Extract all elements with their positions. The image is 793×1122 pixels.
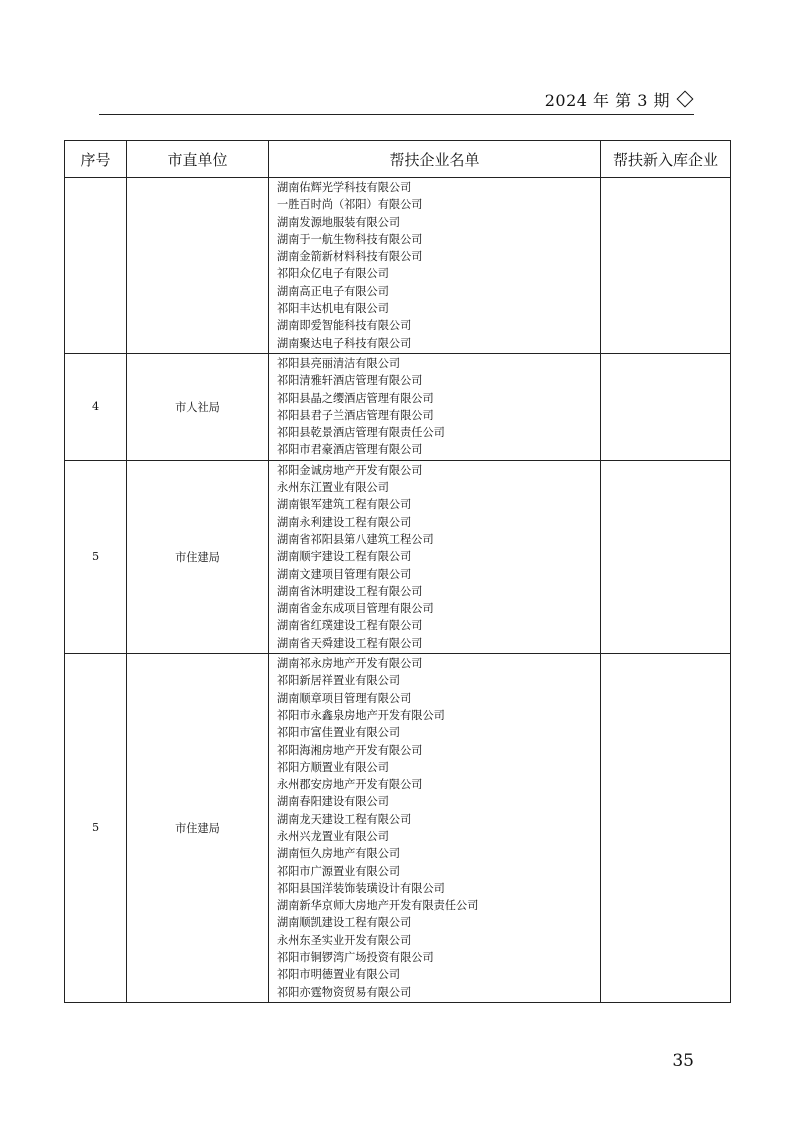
company-name: 祁阳新居祥置业有限公司 — [277, 674, 401, 688]
row-unit: 市人社局 — [127, 353, 269, 460]
company-name: 湖南文建项目管理有限公司 — [277, 567, 412, 581]
table-row — [65, 178, 731, 354]
company-name: 湖南恒久房地产有限公司 — [277, 847, 401, 861]
company-name: 湖南春阳建设有限公司 — [277, 795, 389, 809]
row-index: 4 — [65, 353, 127, 460]
company-name: 永州兴龙置业有限公司 — [277, 829, 389, 843]
page-number: 35 — [672, 1051, 694, 1071]
company-name: 永州东江置业有限公司 — [277, 481, 389, 495]
company-name: 祁阳市广源置业有限公司 — [277, 864, 401, 878]
company-name: 祁阳金诚房地产开发有限公司 — [277, 463, 423, 477]
company-name: 湖南省祁阳县第八建筑工程公司 — [277, 532, 434, 546]
company-name: 祁阳县乾景酒店管理有限责任公司 — [277, 426, 445, 440]
company-name: 湖南顺章项目管理有限公司 — [277, 691, 412, 705]
issue-label — [545, 88, 694, 111]
company-name: 祁阳县亮丽清洁有限公司 — [277, 356, 401, 370]
assistance-table — [64, 140, 731, 1003]
company-name: 祁阳亦霆物资贸易有限公司 — [277, 985, 412, 999]
row-index: 5 — [65, 654, 127, 1003]
company-name: 祁阳方顺置业有限公司 — [277, 760, 389, 774]
company-name: 湖南省沐明建设工程有限公司 — [277, 584, 423, 598]
company-name: 祁阳海湘房地产开发有限公司 — [277, 743, 423, 757]
header-rule — [99, 114, 694, 115]
row-new-companies — [601, 654, 731, 1003]
table-row — [65, 460, 731, 653]
company-name: 祁阳县君子兰酒店管理有限公司 — [277, 408, 434, 422]
column-header-companies: 帮扶企业名单 — [269, 141, 601, 178]
company-name: 湖南佑辉光学科技有限公司 — [277, 181, 412, 194]
company-name: 湖南龙天建设工程有限公司 — [277, 812, 412, 826]
row-company-list — [269, 178, 601, 354]
column-header-unit: 市直单位 — [127, 141, 269, 178]
company-name: 湖南金箭新材料科技有限公司 — [277, 250, 423, 264]
column-header-index: 序号 — [65, 141, 127, 178]
company-name: 湖南省金东成项目管理有限公司 — [277, 602, 434, 616]
diamond-icon — [677, 91, 694, 108]
company-name: 祁阳县晶之缨酒店管理有限公司 — [277, 391, 434, 405]
row-index — [65, 178, 127, 354]
company-name: 永州郡安房地产开发有限公司 — [277, 778, 423, 792]
company-name: 祁阳众亿电子有限公司 — [277, 267, 389, 281]
column-header-new-companies: 帮扶新入库企业 — [601, 141, 731, 178]
row-unit: 市住建局 — [127, 654, 269, 1003]
company-name: 湖南顺宇建设工程有限公司 — [277, 550, 412, 564]
company-name: 一胜百时尚（祁阳）有限公司 — [277, 198, 423, 212]
company-name: 湖南顺凯建设工程有限公司 — [277, 916, 412, 930]
table-header-row — [65, 141, 731, 178]
company-name: 祁阳丰达机电有限公司 — [277, 302, 389, 316]
company-name: 湖南于一航生物科技有限公司 — [277, 232, 423, 246]
company-name: 湖南永利建设工程有限公司 — [277, 515, 412, 529]
company-name: 湖南聚达电子科技有限公司 — [277, 336, 412, 350]
row-new-companies — [601, 178, 731, 354]
row-company-list — [269, 460, 601, 653]
company-name: 祁阳清雅轩酒店管理有限公司 — [277, 374, 423, 388]
company-name: 湖南新华京师大房地产开发有限责任公司 — [277, 899, 479, 913]
company-name: 湖南省红璞建设工程有限公司 — [277, 619, 423, 633]
company-name: 湖南高正电子有限公司 — [277, 284, 389, 298]
company-name: 祁阳市君豪酒店管理有限公司 — [277, 443, 423, 457]
row-new-companies — [601, 460, 731, 653]
company-name: 祁阳市明德置业有限公司 — [277, 968, 401, 982]
company-name: 湖南即爱智能科技有限公司 — [277, 319, 412, 333]
company-name: 湖南祁永房地产开发有限公司 — [277, 657, 423, 671]
row-new-companies — [601, 353, 731, 460]
issue-text: 2024 年 第 3 期 — [544, 91, 670, 110]
company-name: 祁阳市铜锣湾广场投资有限公司 — [277, 951, 434, 965]
row-index: 5 — [65, 460, 127, 653]
row-unit — [127, 178, 269, 354]
row-company-list — [269, 353, 601, 460]
table-row — [65, 654, 731, 1003]
company-name: 湖南发源地服装有限公司 — [277, 215, 401, 229]
row-company-list — [269, 654, 601, 1003]
company-name: 祁阳县国洋装饰装璜设计有限公司 — [277, 881, 445, 895]
table-row — [65, 353, 731, 460]
company-name: 祁阳市富佳置业有限公司 — [277, 726, 401, 740]
company-name: 湖南省天舜建设工程有限公司 — [277, 636, 423, 650]
company-name: 永州东圣实业开发有限公司 — [277, 933, 412, 947]
company-name: 祁阳市永鑫泉房地产开发有限公司 — [277, 708, 445, 722]
row-unit: 市住建局 — [127, 460, 269, 653]
company-name: 湖南银军建筑工程有限公司 — [277, 498, 412, 512]
